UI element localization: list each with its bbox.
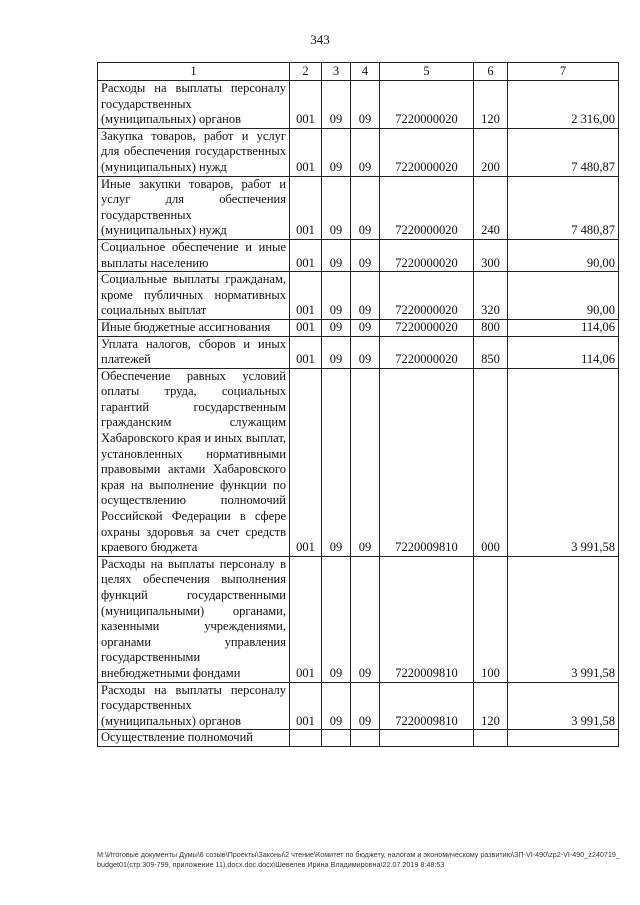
amount: 114,06 <box>508 336 619 368</box>
table-row <box>98 128 619 176</box>
row-description: Обеспечение равных условий оплаты труда, социальных гарантий государственным гражданским служащим Хабаровского края и иных выплат, установленных нормативными правовыми актами Хабаровского края на выполнение функции по осуществлению полномочий Российской Федерации в сфере охраны здоровья за счет средств краевого бюджета <box>98 368 290 556</box>
code-col6: 800 <box>474 319 508 336</box>
row-description: Иные бюджетные ассигнования <box>98 319 290 336</box>
code-col2: 001 <box>290 336 322 368</box>
code-col2: 001 <box>290 239 322 271</box>
row-description: Осуществление полномочий <box>98 730 290 747</box>
file-path-footer: M:\Итоговые документы Думы\6 созыв\Проекты\Законы\2 чтение\Комитет по бюджету, налогам и экономическому развитию\ЗП-VI-490\zp2-VI-490_z240719_budget01(стр.309-799, приложение 11).docx.doc.docx\Шевелев Ирина Владимировна\22.07.2019 8:48:53 <box>97 850 620 869</box>
code-col5: 7220000020 <box>380 319 474 336</box>
amount: 114,06 <box>508 319 619 336</box>
table-row <box>98 336 619 368</box>
budget-table <box>97 62 619 747</box>
code-col2: 001 <box>290 128 322 176</box>
table-row <box>98 239 619 271</box>
code-col2 <box>290 730 322 747</box>
code-col6: 100 <box>474 556 508 682</box>
column-header: 2 <box>290 63 322 81</box>
code-col6: 120 <box>474 682 508 730</box>
table-row <box>98 682 619 730</box>
header-row <box>98 63 619 81</box>
code-col2: 001 <box>290 272 322 320</box>
code-col3: 09 <box>322 556 351 682</box>
amount: 7 480,87 <box>508 128 619 176</box>
code-col6: 320 <box>474 272 508 320</box>
code-col5: 7220000020 <box>380 81 474 129</box>
code-col2: 001 <box>290 81 322 129</box>
page-number: 343 <box>310 32 330 47</box>
table-row <box>98 272 619 320</box>
code-col4: 09 <box>351 336 380 368</box>
code-col3: 09 <box>322 239 351 271</box>
code-col5: 7220000020 <box>380 239 474 271</box>
code-col5: 7220009810 <box>380 556 474 682</box>
table-row <box>98 556 619 682</box>
code-col3: 09 <box>322 368 351 556</box>
code-col2: 001 <box>290 368 322 556</box>
code-col3: 09 <box>322 682 351 730</box>
row-description: Иные закупки товаров, работ и услуг для обеспечения государственных (муниципальных) нужд <box>98 176 290 239</box>
row-description: Расходы на выплаты персоналу в целях обеспечения выполнения функций государственными (муниципальными) органами, казенными учреждениями, органами управления государственными внебюджетными фондами <box>98 556 290 682</box>
code-col2: 001 <box>290 682 322 730</box>
code-col4: 09 <box>351 272 380 320</box>
row-description: Уплата налогов, сборов и иных платежей <box>98 336 290 368</box>
row-description: Расходы на выплаты персоналу государственных (муниципальных) органов <box>98 81 290 129</box>
row-description: Закупка товаров, работ и услуг для обеспечения государственных (муниципальных) нужд <box>98 128 290 176</box>
code-col4: 09 <box>351 81 380 129</box>
code-col4: 09 <box>351 239 380 271</box>
table-row <box>98 730 619 747</box>
code-col3: 09 <box>322 336 351 368</box>
code-col6: 850 <box>474 336 508 368</box>
code-col3 <box>322 730 351 747</box>
code-col4: 09 <box>351 682 380 730</box>
code-col6: 000 <box>474 368 508 556</box>
code-col5: 7220000020 <box>380 272 474 320</box>
code-col6: 200 <box>474 128 508 176</box>
code-col5 <box>380 730 474 747</box>
code-col3: 09 <box>322 176 351 239</box>
code-col5: 7220009810 <box>380 368 474 556</box>
code-col2: 001 <box>290 319 322 336</box>
code-col4: 09 <box>351 319 380 336</box>
column-header: 7 <box>508 63 619 81</box>
table-row <box>98 368 619 556</box>
code-col3: 09 <box>322 319 351 336</box>
amount: 90,00 <box>508 239 619 271</box>
code-col4: 09 <box>351 556 380 682</box>
code-col5: 7220000020 <box>380 128 474 176</box>
code-col5: 7220000020 <box>380 176 474 239</box>
code-col5: 7220000020 <box>380 336 474 368</box>
code-col4: 09 <box>351 176 380 239</box>
column-header: 4 <box>351 63 380 81</box>
code-col3: 09 <box>322 128 351 176</box>
amount: 3 991,58 <box>508 556 619 682</box>
table-row <box>98 176 619 239</box>
code-col6: 120 <box>474 81 508 129</box>
column-header: 6 <box>474 63 508 81</box>
column-header: 5 <box>380 63 474 81</box>
code-col4 <box>351 730 380 747</box>
amount <box>508 730 619 747</box>
code-col3: 09 <box>322 272 351 320</box>
code-col4: 09 <box>351 128 380 176</box>
code-col3: 09 <box>322 81 351 129</box>
code-col6: 240 <box>474 176 508 239</box>
table-row <box>98 319 619 336</box>
amount: 7 480,87 <box>508 176 619 239</box>
table-row <box>98 81 619 129</box>
amount: 3 991,58 <box>508 682 619 730</box>
amount: 3 991,58 <box>508 368 619 556</box>
code-col5: 7220009810 <box>380 682 474 730</box>
row-description: Социальные выплаты гражданам, кроме публичных нормативных социальных выплат <box>98 272 290 320</box>
column-header: 1 <box>98 63 290 81</box>
code-col6: 300 <box>474 239 508 271</box>
code-col4: 09 <box>351 368 380 556</box>
code-col2: 001 <box>290 556 322 682</box>
row-description: Расходы на выплаты персоналу государственных (муниципальных) органов <box>98 682 290 730</box>
amount: 2 316,00 <box>508 81 619 129</box>
code-col6 <box>474 730 508 747</box>
amount: 90,00 <box>508 272 619 320</box>
code-col2: 001 <box>290 176 322 239</box>
row-description: Социальное обеспечение и иные выплаты населению <box>98 239 290 271</box>
column-header: 3 <box>322 63 351 81</box>
